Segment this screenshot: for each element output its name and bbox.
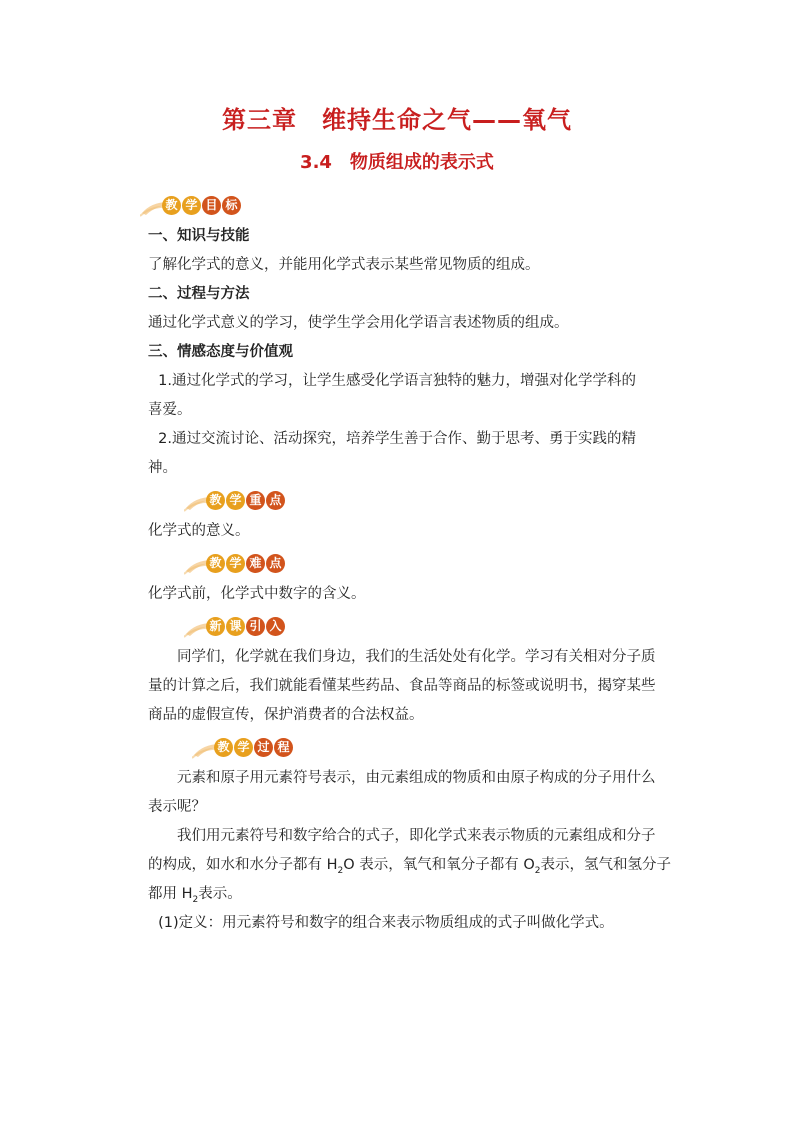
badge-char: 程 bbox=[274, 738, 293, 757]
badge-char: 过 bbox=[254, 738, 273, 757]
goals-text-1: 了解化学式的意义，并能用化学式表示某些常见物质的组成。 bbox=[148, 257, 540, 273]
goals-heading-2: 二、过程与方法 bbox=[148, 286, 250, 302]
badge-char: 教 bbox=[206, 491, 225, 510]
badge-char: 学 bbox=[226, 491, 245, 510]
text-run: 表示。 bbox=[198, 886, 242, 902]
intro-line-3: 商品的虚假宣传，保护消费者的合法权益。 bbox=[148, 707, 424, 723]
badge-char: 学 bbox=[234, 738, 253, 757]
badge-char: 教 bbox=[162, 196, 181, 215]
process-answer-line-3 bbox=[148, 880, 678, 909]
badge-char: 重 bbox=[246, 491, 265, 510]
goals-item-2-line-1: 2.通过交流讨论、活动探究，培养学生善于合作、勤于思考、勇于实践的精 bbox=[158, 431, 636, 447]
badge-char: 课 bbox=[226, 617, 245, 636]
badge-char: 新 bbox=[206, 617, 225, 636]
badge-char: 难 bbox=[246, 554, 265, 573]
badge-char: 点 bbox=[266, 491, 285, 510]
badge-intro bbox=[192, 611, 678, 641]
badge-char: 入 bbox=[266, 617, 285, 636]
process-answer-line-2 bbox=[148, 851, 678, 880]
lesson-content bbox=[148, 188, 678, 938]
goals-item-1-line-1: 1.通过化学式的学习，让学生感受化学语言独特的魅力，增强对化学学科的 bbox=[158, 373, 636, 389]
process-question-line-2: 表示呢？ bbox=[148, 799, 206, 815]
badge-char: 教 bbox=[206, 554, 225, 573]
process-question-line-1: 元素和原子用元素符号表示，由元素组成的物质和由原子构成的分子用什么 bbox=[177, 770, 656, 786]
badge-char: 标 bbox=[222, 196, 241, 215]
intro-line-1: 同学们，化学就在我们身边，我们的生活处处有化学。学习有关相对分子质 bbox=[177, 649, 656, 665]
goals-heading-3: 三、情感态度与价值观 bbox=[148, 344, 293, 360]
badge-char: 学 bbox=[226, 554, 245, 573]
text-run: O 表示，氧气和氧分子都有 O bbox=[343, 857, 535, 873]
key-points-text: 化学式的意义。 bbox=[148, 523, 250, 539]
badge-key-points bbox=[192, 485, 678, 515]
badge-char: 点 bbox=[266, 554, 285, 573]
chapter-title: 第三章 维持生命之气——氧气 bbox=[222, 106, 572, 134]
process-definition: (1)定义：用元素符号和数字的组合来表示物质组成的式子叫做化学式。 bbox=[158, 915, 614, 931]
process-answer-line-1: 我们用元素符号和数字给合的式子，即化学式来表示物质的元素组成和分子 bbox=[177, 828, 656, 844]
text-run: 的构成，如水和水分子都有 H bbox=[148, 857, 338, 873]
subscript: 2 bbox=[192, 894, 199, 905]
badge-teaching-goals bbox=[148, 190, 678, 220]
subscript: 2 bbox=[534, 865, 541, 876]
badge-char: 引 bbox=[246, 617, 265, 636]
badge-difficulties bbox=[192, 548, 678, 578]
intro-line-2: 量的计算之后，我们就能看懂某些药品、食品等商品的标签或说明书，揭穿某些 bbox=[148, 678, 656, 694]
goals-item-2-line-2: 神。 bbox=[148, 460, 177, 476]
goals-item-1-line-2: 喜爱。 bbox=[148, 402, 192, 418]
badge-process bbox=[200, 732, 678, 762]
subscript: 2 bbox=[337, 865, 344, 876]
badge-char: 目 bbox=[202, 196, 221, 215]
text-run: 表示，氢气和氢分子 bbox=[540, 857, 672, 873]
difficulties-text: 化学式前，化学式中数字的含义。 bbox=[148, 586, 366, 602]
goals-text-2: 通过化学式意义的学习，使学生学会用化学语言表述物质的组成。 bbox=[148, 315, 569, 331]
section-title: 3.4 物质组成的表示式 bbox=[300, 152, 494, 173]
badge-char: 教 bbox=[214, 738, 233, 757]
text-run: 都用 H bbox=[148, 886, 193, 902]
goals-heading-1: 一、知识与技能 bbox=[148, 228, 250, 244]
badge-char: 学 bbox=[182, 196, 201, 215]
